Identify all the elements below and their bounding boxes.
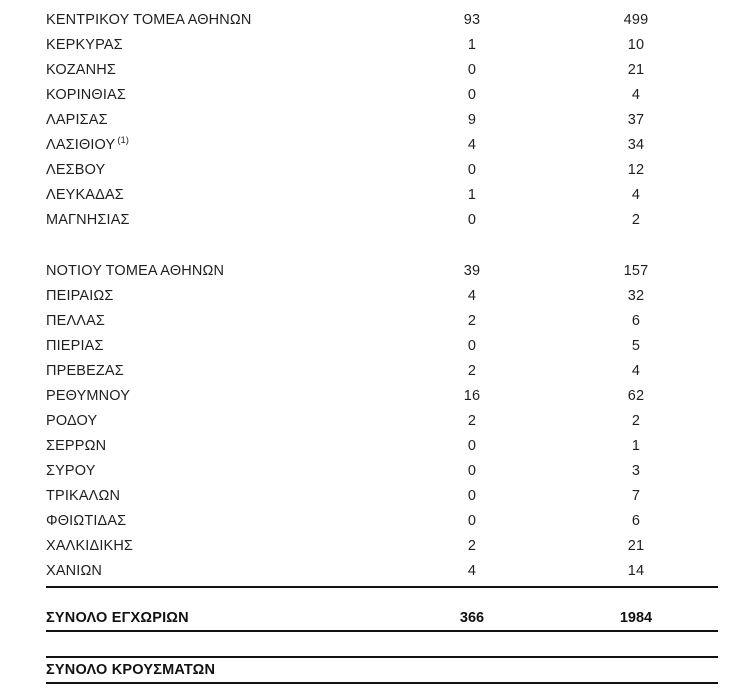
spacer-after-rule: [46, 588, 718, 606]
rule-below-cases-total: [46, 682, 718, 684]
total-domestic-value-2: 1984: [619, 610, 653, 626]
region-value-2-cell: 2: [631, 413, 641, 429]
table-row: [46, 33, 718, 58]
table-row: [46, 108, 718, 133]
region-value-1-cell: 0: [467, 87, 477, 103]
region-value-1-cell: 0: [467, 513, 477, 529]
table-row: [46, 509, 718, 534]
region-value-2-cell: 37: [627, 112, 645, 128]
region-name-cell: ΠΕΛΛΑΣ: [46, 313, 106, 329]
region-name-cell: ΚΟΡΙΝΘΙΑΣ: [46, 87, 126, 103]
block-spacer-row: [46, 233, 718, 259]
region-value-2-cell: 499: [623, 12, 649, 28]
region-value-2-cell: 157: [623, 263, 649, 279]
region-value-1-cell: 9: [467, 112, 477, 128]
region-name-cell: ΡΕΘΥΜΝΟΥ: [46, 388, 131, 404]
region-value-1-cell: 16: [463, 388, 481, 404]
region-value-1-cell: 0: [467, 488, 477, 504]
region-value-2-cell: 62: [627, 388, 645, 404]
table-row: [46, 284, 718, 309]
region-name-cell: ΛΑΣΙΘΙΟΥ $^{(1)}$: [46, 135, 129, 153]
region-value-2-cell: 3: [631, 463, 641, 479]
region-value-1-cell: 2: [467, 313, 477, 329]
regions-table: [46, 8, 718, 584]
table-row: [46, 359, 718, 384]
region-value-2-cell: 4: [631, 87, 641, 103]
region-value-2-cell: 6: [631, 313, 641, 329]
region-name-cell: ΝΟΤΙΟΥ ΤΟΜΕΑ ΑΘΗΝΩΝ: [46, 263, 225, 279]
region-name-cell: ΦΘΙΩΤΙΔΑΣ: [46, 513, 127, 529]
region-name-cell: ΠΙΕΡΙΑΣ: [46, 338, 104, 354]
region-name-cell: ΛΕΣΒΟΥ: [46, 162, 106, 178]
region-value-1-cell: 4: [467, 563, 477, 579]
table-row: [46, 309, 718, 334]
region-value-1-cell: 4: [467, 137, 477, 153]
region-value-2-cell: 12: [627, 162, 645, 178]
table-row: [46, 208, 718, 233]
region-value-2-cell: 10: [627, 37, 645, 53]
total-cases-row: [46, 658, 718, 682]
region-name-cell: ΧΑΛΚΙΔΙΚΗΣ: [46, 538, 134, 554]
region-name-cell: ΜΑΓΝΗΣΙΑΣ: [46, 212, 130, 228]
table-row: [46, 158, 718, 183]
region-name-cell: ΡΟΔΟΥ: [46, 413, 98, 429]
table-row: [46, 334, 718, 359]
total-domestic-value-1: 366: [459, 610, 485, 626]
table-row: [46, 133, 718, 158]
region-value-1-cell: 0: [467, 212, 477, 228]
table-row: [46, 259, 718, 284]
region-value-1-cell: 0: [467, 463, 477, 479]
region-value-1-cell: 2: [467, 413, 477, 429]
table-row: [46, 384, 718, 409]
table-row: [46, 8, 718, 33]
region-name-cell: ΚΟΖΑΝΗΣ: [46, 62, 116, 78]
region-value-1-cell: 1: [467, 187, 477, 203]
region-value-1-cell: 0: [467, 438, 477, 454]
table-row: [46, 484, 718, 509]
region-value-1-cell: 39: [463, 263, 481, 279]
total-domestic-label: ΣΥΝΟΛΟ ΕΓΧΩΡΙΩΝ: [46, 610, 189, 626]
table-row: [46, 534, 718, 559]
region-name-cell: ΛΑΡΙΣΑΣ: [46, 112, 108, 128]
region-value-1-cell: 4: [467, 288, 477, 304]
region-name-cell: ΤΡΙΚΑΛΩΝ: [46, 488, 121, 504]
footnote-marker: (1): [117, 135, 129, 147]
table-row: [46, 58, 718, 83]
table-row: [46, 183, 718, 208]
total-cases-label: ΣΥΝΟΛΟ ΚΡΟΥΣΜΑΤΩΝ: [46, 662, 216, 678]
region-value-1-cell: 1: [467, 37, 477, 53]
region-value-1-cell: 2: [467, 363, 477, 379]
table-row: [46, 409, 718, 434]
region-value-1-cell: 0: [467, 162, 477, 178]
region-name-cell: ΣΕΡΡΩΝ: [46, 438, 107, 454]
region-value-1-cell: 2: [467, 538, 477, 554]
table-row: [46, 83, 718, 108]
region-name-cell: ΛΕΥΚΑΔΑΣ: [46, 187, 124, 203]
table-row: [46, 459, 718, 484]
region-value-1-cell: 0: [467, 62, 477, 78]
region-value-2-cell: 4: [631, 363, 641, 379]
regions-table-body: [46, 8, 718, 584]
region-value-1-cell: 0: [467, 338, 477, 354]
region-value-2-cell: 7: [631, 488, 641, 504]
region-value-2-cell: 14: [627, 563, 645, 579]
region-value-2-cell: 32: [627, 288, 645, 304]
region-value-2-cell: 34: [627, 137, 645, 153]
total-domestic-row: [46, 606, 718, 630]
region-value-2-cell: 5: [631, 338, 641, 354]
block-spacer-cell: [46, 233, 718, 259]
table-row: [46, 434, 718, 459]
summary-section: [46, 586, 718, 684]
region-name-cell: ΣΥΡΟΥ: [46, 463, 96, 479]
region-value-2-cell: 21: [627, 62, 645, 78]
region-value-2-cell: 2: [631, 212, 641, 228]
region-value-1-cell: 93: [463, 12, 481, 28]
table-row: [46, 559, 718, 584]
region-value-2-cell: 6: [631, 513, 641, 529]
region-name-cell: ΠΡΕΒΕΖΑΣ: [46, 363, 124, 379]
spacer-between-totals: [46, 632, 718, 656]
region-name-cell: ΚΕΡΚΥΡΑΣ: [46, 37, 123, 53]
region-value-2-cell: 1: [631, 438, 641, 454]
region-value-2-cell: 4: [631, 187, 641, 203]
region-value-2-cell: 21: [627, 538, 645, 554]
region-name-cell: ΠΕΙΡΑΙΩΣ: [46, 288, 114, 304]
region-name-cell: ΚΕΝΤΡΙΚΟΥ ΤΟΜΕΑ ΑΘΗΝΩΝ: [46, 12, 252, 28]
region-name-cell: ΧΑΝΙΩΝ: [46, 563, 103, 579]
